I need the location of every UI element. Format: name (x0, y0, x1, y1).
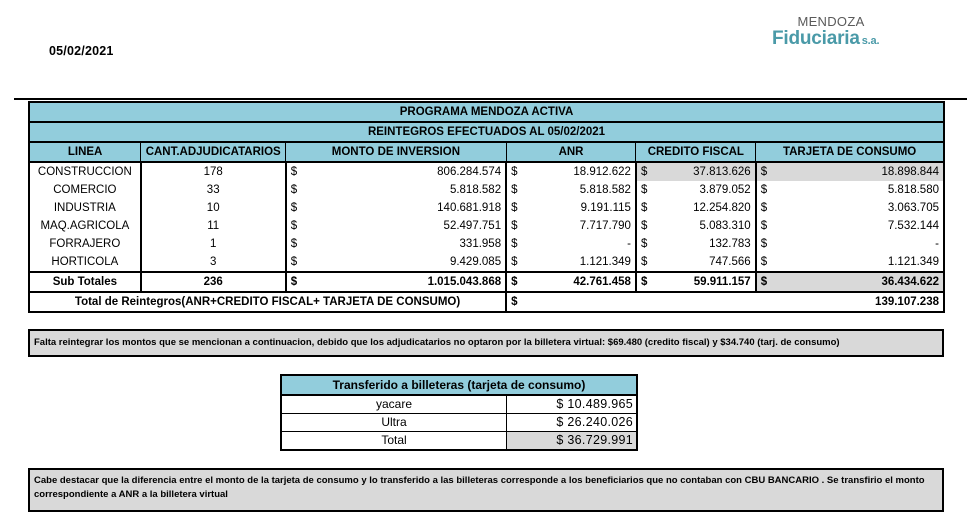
cant-cell: 3 (141, 253, 286, 272)
currency-sign: $ (636, 199, 657, 217)
currency-sign: $ (636, 217, 657, 235)
linea-cell: HORTICOLA (29, 253, 141, 272)
total-row (29, 292, 944, 312)
currency-sign: $ (636, 272, 657, 292)
wallet-row (281, 432, 637, 451)
difference-note-line-1: Cabe destacar que la diferencia entre el monto de la tarjeta de consumo y lo transferido a las billeteras corresponde a los beneficiarios que no contaban con CBU BANCARIO . Se transfirio el monto (34, 475, 925, 486)
currency-sign: $ (636, 162, 657, 181)
tarjeta-cell: 18.898.844 (777, 162, 944, 181)
wallet-amount: $ 26.240.026 (507, 414, 638, 432)
subtotal-cant: 236 (141, 272, 286, 292)
col-header-monto: MONTO DE INVERSION (286, 142, 506, 162)
linea-cell: MAQ.AGRICOLA (29, 217, 141, 235)
cant-cell: 11 (141, 217, 286, 235)
table-row (29, 181, 944, 199)
currency-sign: $ (506, 253, 527, 272)
logo-name: Fiduciaria (772, 28, 860, 49)
credito-cell: 132.783 (657, 235, 756, 253)
company-logo (772, 15, 902, 51)
currency-sign: $ (506, 235, 527, 253)
total-value: 139.107.238 (527, 292, 944, 312)
tarjeta-cell: 5.818.580 (777, 181, 944, 199)
subtotal-monto: 1.015.043.868 (307, 272, 506, 292)
table-title: PROGRAMA MENDOZA ACTIVA (29, 102, 944, 122)
currency-sign: $ (286, 217, 307, 235)
cant-cell: 178 (141, 162, 286, 181)
cant-cell: 33 (141, 181, 286, 199)
currency-sign: $ (636, 235, 657, 253)
difference-note-line-2: correspondiente a ANR a la billetera virtual (34, 489, 228, 500)
wallet-transfer-table (280, 374, 638, 451)
currency-sign: $ (756, 235, 777, 253)
wallet-name: yacare (281, 395, 507, 414)
monto-cell: 806.284.574 (307, 162, 506, 181)
anr-cell: - (527, 235, 636, 253)
table-subtitle: REINTEGROS EFECTUADOS AL 05/02/2021 (29, 122, 944, 142)
logo-line-1: MENDOZA (797, 14, 865, 29)
table-row (29, 253, 944, 272)
report-date: 05/02/2021 (49, 44, 114, 58)
wallet-name: Total (281, 432, 507, 451)
currency-sign: $ (286, 272, 307, 292)
linea-cell: CONSTRUCCION (29, 162, 141, 181)
col-header-credito: CREDITO FISCAL (636, 142, 756, 162)
currency-sign: $ (756, 217, 777, 235)
linea-cell: INDUSTRIA (29, 199, 141, 217)
tarjeta-cell: 3.063.705 (777, 199, 944, 217)
currency-sign: $ (506, 199, 527, 217)
tarjeta-cell: - (777, 235, 944, 253)
currency-sign: $ (506, 181, 527, 199)
subtotal-label: Sub Totales (29, 272, 141, 292)
credito-cell: 12.254.820 (657, 199, 756, 217)
linea-cell: COMERCIO (29, 181, 141, 199)
monto-cell: 9.429.085 (307, 253, 506, 272)
currency-sign: $ (286, 162, 307, 181)
tarjeta-cell: 7.532.144 (777, 217, 944, 235)
table-row (29, 199, 944, 217)
currency-sign: $ (756, 199, 777, 217)
col-header-anr: ANR (506, 142, 636, 162)
currency-sign: $ (756, 253, 777, 272)
anr-cell: 9.191.115 (527, 199, 636, 217)
wallet-row (281, 414, 637, 432)
col-header-cant: CANT.ADJUDICATARIOS (141, 142, 286, 162)
subtotal-anr: 42.761.458 (527, 272, 636, 292)
credito-cell: 37.813.626 (657, 162, 756, 181)
credito-cell: 3.879.052 (657, 181, 756, 199)
monto-cell: 140.681.918 (307, 199, 506, 217)
currency-sign: $ (506, 272, 527, 292)
currency-sign: $ (756, 181, 777, 199)
table-row (29, 235, 944, 253)
table-row (29, 217, 944, 235)
anr-cell: 18.912.622 (527, 162, 636, 181)
monto-cell: 331.958 (307, 235, 506, 253)
anr-cell: 7.717.790 (527, 217, 636, 235)
wallet-row (281, 395, 637, 414)
currency-sign: $ (286, 199, 307, 217)
anr-cell: 1.121.349 (527, 253, 636, 272)
total-label: Total de Reintegros(ANR+CREDITO FISCAL+ TARJETA DE CONSUMO) (29, 292, 506, 312)
currency-sign: $ (506, 217, 527, 235)
pending-note: Falta reintegrar los montos que se mencionan a continuacion, debido que los adjudicatarios no optaron por la billetera virtual: $69.480 (credito fiscal) y $34.740 (tarj. de consumo) (28, 329, 944, 357)
currency-sign: $ (756, 272, 777, 292)
currency-sign: $ (506, 292, 527, 312)
tarjeta-cell: 1.121.349 (777, 253, 944, 272)
linea-cell: FORRAJERO (29, 235, 141, 253)
col-header-linea: LINEA (29, 142, 141, 162)
wallet-amount: $ 10.489.965 (507, 395, 638, 414)
currency-sign: $ (636, 181, 657, 199)
table-row (29, 162, 944, 181)
subtotal-credito: 59.911.157 (657, 272, 756, 292)
currency-sign: $ (756, 162, 777, 181)
monto-cell: 52.497.751 (307, 217, 506, 235)
logo-suffix: s.a. (861, 35, 880, 47)
logo-line-2 (772, 29, 902, 51)
currency-sign: $ (506, 162, 527, 181)
wallet-table-title: Transferido a billeteras (tarjeta de consumo) (281, 375, 637, 395)
currency-sign: $ (286, 181, 307, 199)
anr-cell: 5.818.582 (527, 181, 636, 199)
wallet-amount: $ 36.729.991 (507, 432, 638, 451)
subtotal-tarjeta: 36.434.622 (777, 272, 944, 292)
wallet-name: Ultra (281, 414, 507, 432)
cant-cell: 1 (141, 235, 286, 253)
col-header-tarjeta: TARJETA DE CONSUMO (756, 142, 944, 162)
subtotal-row (29, 272, 944, 292)
header-divider (14, 98, 967, 100)
credito-cell: 5.083.310 (657, 217, 756, 235)
monto-cell: 5.818.582 (307, 181, 506, 199)
currency-sign: $ (286, 253, 307, 272)
cant-cell: 10 (141, 199, 286, 217)
credito-cell: 747.566 (657, 253, 756, 272)
column-headers (29, 142, 944, 162)
difference-note (28, 468, 944, 512)
currency-sign: $ (286, 235, 307, 253)
reintegros-table (28, 101, 945, 313)
currency-sign: $ (636, 253, 657, 272)
